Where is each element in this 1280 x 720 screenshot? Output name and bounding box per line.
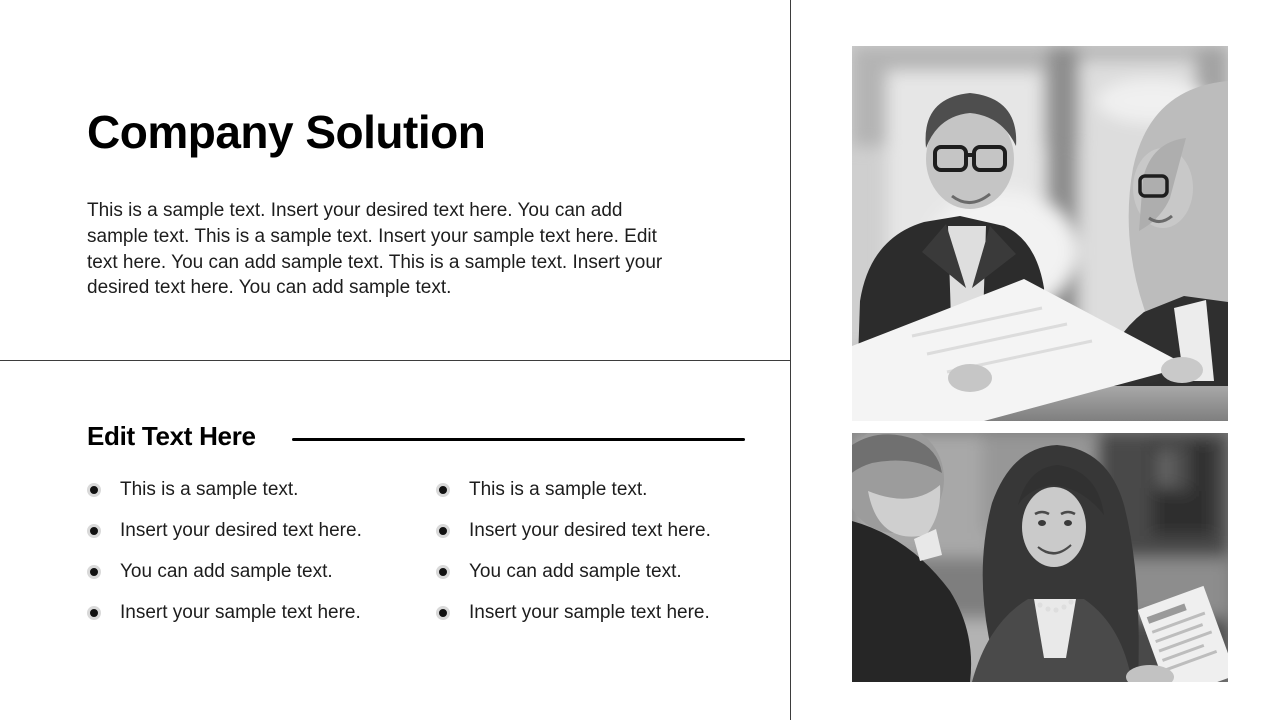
bullet-column-1 xyxy=(87,478,436,625)
bullet-icon xyxy=(87,483,101,497)
list-item xyxy=(87,519,436,543)
bullet-text: You can add sample text. xyxy=(120,561,333,582)
list-item xyxy=(436,601,785,625)
bullet-column-2 xyxy=(436,478,785,625)
bullet-icon xyxy=(436,483,450,497)
photo-business-meeting-bottom xyxy=(852,433,1228,682)
list-item xyxy=(436,478,785,502)
list-item xyxy=(87,560,436,584)
heading-rule xyxy=(292,438,745,441)
bullet-text: This is a sample text. xyxy=(120,479,299,500)
list-item xyxy=(436,560,785,584)
bullet-icon xyxy=(436,565,450,579)
bullet-icon xyxy=(87,606,101,620)
bullet-text: Insert your sample text here. xyxy=(469,602,710,623)
list-item xyxy=(436,519,785,543)
description-text: This is a sample text. Insert your desired text here. You can add sample text. This is a sample text. Insert your sample text here. Edit text here. You can add sample text. This is a sample text. Insert your desired text here. You can add sample text. xyxy=(87,200,663,299)
bullet-lists xyxy=(87,478,785,625)
bullet-text: Insert your desired text here. xyxy=(469,520,711,541)
horizontal-divider xyxy=(0,360,790,361)
list-item xyxy=(87,478,436,502)
bullet-text: Insert your desired text here. xyxy=(120,520,362,541)
list-item xyxy=(87,601,436,625)
bullet-icon xyxy=(87,524,101,538)
bullet-text: You can add sample text. xyxy=(469,561,682,582)
bullet-text: Insert your sample text here. xyxy=(120,602,361,623)
vertical-divider xyxy=(790,0,791,720)
section-heading: Edit Text Here xyxy=(87,421,256,451)
bullet-icon xyxy=(436,606,450,620)
page-title: Company Solution xyxy=(87,106,486,158)
bullet-icon xyxy=(87,565,101,579)
photo-business-meeting-top xyxy=(852,46,1228,421)
bullet-icon xyxy=(436,524,450,538)
bullet-text: This is a sample text. xyxy=(469,479,648,500)
